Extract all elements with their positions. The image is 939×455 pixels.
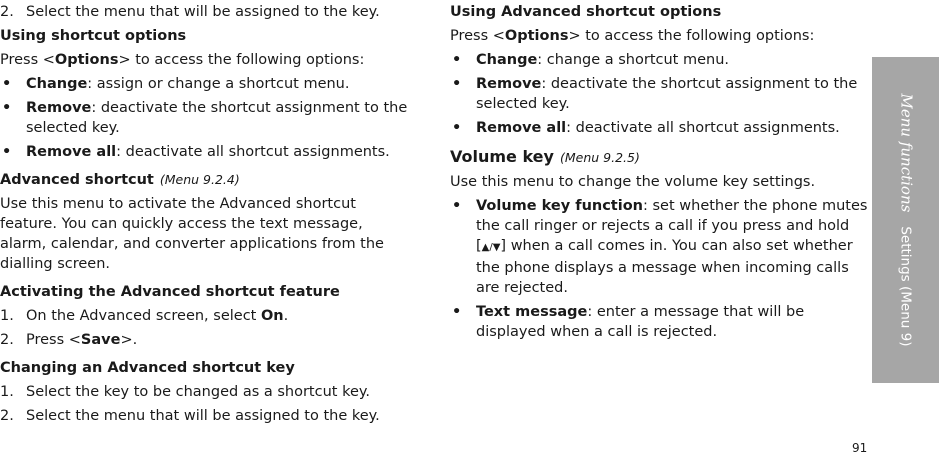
list-item bbox=[0, 98, 410, 138]
left-column bbox=[0, 2, 410, 430]
side-tab-subsection: Settings (Menu 9) bbox=[897, 226, 913, 347]
option-desc: : deactivate the shortcut assignment to the selected key. bbox=[26, 100, 408, 136]
heading-volume-key bbox=[450, 147, 870, 168]
option-term: Remove all bbox=[476, 120, 567, 136]
heading-advanced-shortcut bbox=[0, 170, 410, 190]
shortcut-options-list bbox=[0, 74, 410, 162]
options-key: Options bbox=[54, 52, 119, 68]
advanced-options-list bbox=[450, 50, 870, 138]
advanced-description: Use this menu to activate the Advanced shortcut feature. You can quickly access the text message, alarm, calendar, and converter applications from the dialling screen. bbox=[0, 196, 384, 272]
heading-using-advanced-options: Using Advanced shortcut options bbox=[450, 4, 722, 20]
step-list-continued bbox=[0, 2, 410, 22]
step-text: Select the menu that will be assigned to the key. bbox=[26, 4, 380, 20]
list-item bbox=[450, 302, 870, 342]
activate-steps bbox=[0, 306, 410, 350]
up-down-arrow-icon: ▲/▼ bbox=[481, 242, 501, 253]
option-desc: : deactivate all shortcut assignments. bbox=[566, 120, 840, 136]
volume-options-list bbox=[450, 196, 870, 342]
heading-activating: Activating the Advanced shortcut feature bbox=[0, 284, 340, 300]
list-item bbox=[450, 118, 870, 138]
option-desc: : deactivate the shortcut assignment to the selected key. bbox=[476, 76, 858, 112]
step-text: . bbox=[283, 308, 289, 324]
bullet: • bbox=[452, 76, 462, 92]
menu-reference: (Menu 9.2.4) bbox=[159, 172, 240, 187]
step-text: >. bbox=[120, 332, 138, 348]
option-term: Remove bbox=[476, 76, 542, 92]
option-desc: ] when a call comes in. You can also set whether the phone displays a message when incoming calls are rejected. bbox=[476, 238, 853, 296]
option-desc: : deactivate all shortcut assignments. bbox=[116, 144, 390, 160]
text: > to access the following options: bbox=[568, 28, 815, 44]
bullet: • bbox=[2, 76, 12, 92]
step-number: 1. bbox=[0, 308, 14, 324]
heading-text: Advanced shortcut bbox=[0, 172, 154, 188]
bullet: • bbox=[2, 144, 12, 160]
list-item bbox=[0, 406, 410, 426]
list-item bbox=[0, 382, 410, 402]
option-term: Text message bbox=[476, 304, 588, 320]
section-side-tab bbox=[872, 57, 939, 383]
bullet: • bbox=[452, 120, 462, 136]
option-term: Volume key function bbox=[476, 198, 643, 214]
heading-text: Volume key bbox=[450, 147, 554, 166]
heading-changing: Changing an Advanced shortcut key bbox=[0, 360, 295, 376]
option-term: Remove bbox=[26, 100, 92, 116]
step-text: Select the key to be changed as a shortcut key. bbox=[26, 384, 370, 400]
option-term: Remove all bbox=[26, 144, 117, 160]
options-intro bbox=[450, 26, 870, 46]
step-text: Press < bbox=[26, 332, 81, 348]
options-key: Options bbox=[504, 28, 569, 44]
list-item bbox=[0, 2, 410, 22]
list-item bbox=[0, 330, 410, 350]
bullet: • bbox=[452, 52, 462, 68]
volume-description: Use this menu to change the volume key settings. bbox=[450, 174, 816, 190]
side-tab-label bbox=[895, 94, 916, 347]
step-key: Save bbox=[80, 332, 121, 348]
step-number: 1. bbox=[0, 384, 14, 400]
step-key: On bbox=[260, 308, 284, 324]
option-desc: : set whether the phone mutes the call ringer or rejects a call if you press and hold [ bbox=[476, 198, 868, 254]
list-item bbox=[0, 306, 410, 326]
list-item bbox=[0, 74, 410, 94]
step-number: 2. bbox=[0, 4, 14, 20]
text: Press < bbox=[0, 52, 55, 68]
option-desc: : enter a message that will be displayed when a call is rejected. bbox=[476, 304, 805, 340]
change-steps bbox=[0, 382, 410, 426]
options-intro bbox=[0, 50, 410, 70]
text: > to access the following options: bbox=[118, 52, 365, 68]
option-term: Change bbox=[476, 52, 538, 68]
menu-reference: (Menu 9.2.5) bbox=[559, 150, 640, 165]
list-item bbox=[0, 142, 410, 162]
list-item bbox=[450, 74, 870, 114]
bullet: • bbox=[452, 304, 462, 320]
heading-using-shortcut-options: Using shortcut options bbox=[0, 28, 187, 44]
step-number: 2. bbox=[0, 408, 14, 424]
option-term: Change bbox=[26, 76, 88, 92]
bullet: • bbox=[2, 100, 12, 116]
bullet: • bbox=[452, 198, 462, 214]
side-tab-section: Menu functions bbox=[897, 93, 915, 213]
step-text: Select the menu that will be assigned to the key. bbox=[26, 408, 380, 424]
step-number: 2. bbox=[0, 332, 14, 348]
list-item bbox=[450, 196, 870, 298]
step-text: On the Advanced screen, select bbox=[26, 308, 261, 324]
option-desc: : change a shortcut menu. bbox=[537, 52, 730, 68]
option-desc: : assign or change a shortcut menu. bbox=[87, 76, 350, 92]
text: Press < bbox=[450, 28, 505, 44]
right-column bbox=[450, 2, 870, 346]
page-number: 91 bbox=[852, 441, 868, 455]
list-item bbox=[450, 50, 870, 70]
